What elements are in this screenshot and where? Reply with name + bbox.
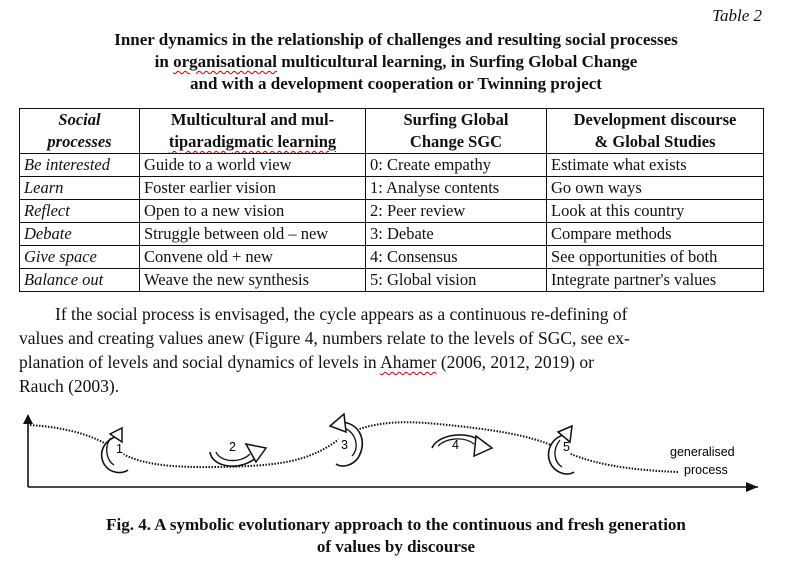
table-cell: Look at this country: [547, 200, 764, 223]
figure-caption: [0, 514, 792, 558]
cycle-3-label: 3: [341, 438, 348, 452]
axis-label-process: process: [684, 463, 728, 477]
table-cell: Foster earlier vision: [140, 177, 366, 200]
table-cell: 4: Consensus: [366, 246, 547, 269]
table-row: [20, 177, 764, 200]
evolutionary-process-figure: [18, 412, 762, 502]
header-development-discourse: Development discourse & Global Studies: [547, 109, 764, 154]
paragraph-line-2: values and creating values anew (Figure 4, numbers relate to the levels of SGC, see ex-: [19, 328, 630, 348]
table-cell: Estimate what exists: [547, 154, 764, 177]
table-cell: Open to a new vision: [140, 200, 366, 223]
cycle-2-icon: [210, 444, 266, 466]
caption-line-1: Fig. 4. A symbolic evolutionary approach to the continuous and fresh generation: [106, 515, 686, 534]
table-cell: Weave the new synthesis: [140, 269, 366, 292]
cycle-4-label: 4: [452, 438, 459, 452]
table-cell: Guide to a world view: [140, 154, 366, 177]
table-row: [20, 269, 764, 292]
body-paragraph: [19, 302, 763, 398]
table-cell: Convene old + new: [140, 246, 366, 269]
table-cell: Reflect: [20, 200, 140, 223]
table-cell: 0: Create empathy: [366, 154, 547, 177]
spellcheck-flagged-word: organisational: [173, 52, 277, 71]
table-cell: Debate: [20, 223, 140, 246]
table-number-label: Table 2: [712, 6, 762, 25]
title-line-3: and with a development cooperation or Twinning project: [190, 74, 602, 93]
table-cell: Struggle between old – new: [140, 223, 366, 246]
cycle-4-icon: [432, 435, 492, 456]
paragraph-line-1: If the social process is envisaged, the cycle appears as a continuous re-defining of: [55, 304, 628, 324]
table-row: [20, 200, 764, 223]
table-cell: See opportunities of both: [547, 246, 764, 269]
table-cell: Compare methods: [547, 223, 764, 246]
table-cell: 3: Debate: [366, 223, 547, 246]
table-row: [20, 223, 764, 246]
table-cell: Go own ways: [547, 177, 764, 200]
table-cell: 1: Analyse contents: [366, 177, 547, 200]
cycle-2-label: 2: [229, 440, 236, 454]
cycle-5-label: 5: [563, 440, 570, 454]
table-title: [0, 29, 792, 95]
cycle-5-icon: [548, 426, 574, 474]
header-social-processes: Social processes: [20, 109, 140, 154]
table-cell: Learn: [20, 177, 140, 200]
caption-line-2: of values by discourse: [316, 537, 476, 556]
header-surfing-global-change: Surfing Global Change SGC: [366, 109, 547, 154]
table-cell: Give space: [20, 246, 140, 269]
cycle-1-icon: [102, 428, 128, 472]
paragraph-line-3: planation of levels and social dynamics of levels in Ahamer (2006, 2012, 2019) or: [19, 352, 594, 372]
paragraph-line-4: Rauch (2003).: [19, 376, 120, 396]
table-cell: 2: Peer review: [366, 200, 547, 223]
header-multicultural-learning: Multicultural and mul- tiparadigmatic learning: [140, 109, 366, 154]
table-cell: Balance out: [20, 269, 140, 292]
table-row: [20, 246, 764, 269]
x-axis-arrow-icon: [746, 482, 758, 492]
title-line-1: Inner dynamics in the relationship of challenges and resulting social processes: [114, 30, 678, 49]
spellcheck-flagged-word: Ahamer: [380, 352, 437, 372]
title-line-2: in organisational multicultural learning, in Surfing Global Change: [154, 52, 638, 71]
table-cell: 5: Global vision: [366, 269, 547, 292]
table-cell: Integrate partner's values: [547, 269, 764, 292]
table-header-row: [20, 109, 764, 154]
axis-label-generalised: generalised: [670, 445, 735, 459]
table-cell: Be interested: [20, 154, 140, 177]
table-row: [20, 154, 764, 177]
social-processes-table: [19, 108, 764, 292]
y-axis-arrow-icon: [23, 414, 33, 424]
cycle-1-label: 1: [116, 442, 123, 456]
